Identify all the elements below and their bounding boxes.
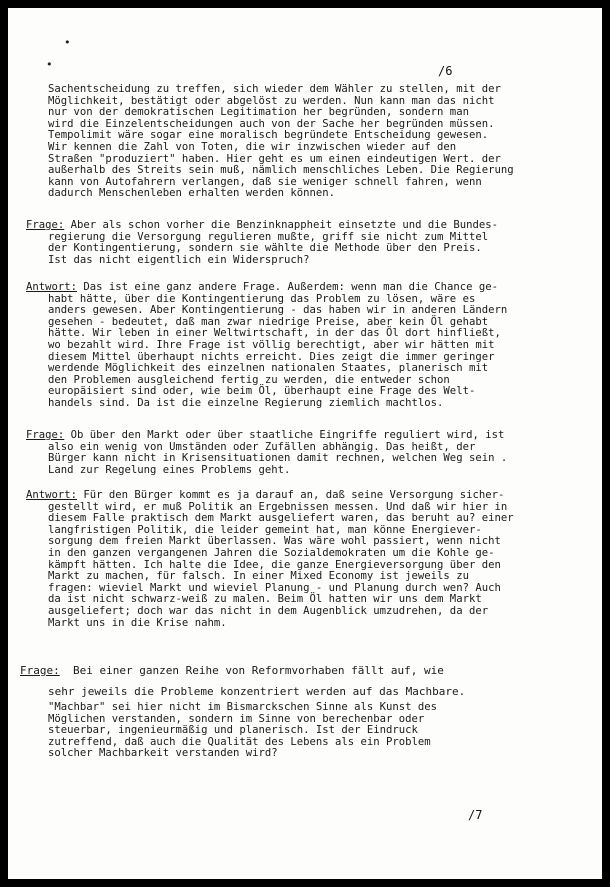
- text-line: Möglichen verstanden, sondern im Sinne von berechenbar oder: [48, 712, 425, 725]
- text-line: wo bezahlt wird. Ihre Frage ist völlig berechtigt, aber wir hätten mit: [48, 338, 495, 351]
- text-line: in den ganzen vergangenen Jahren die Sozialdemokraten um die Kohle ge-: [48, 546, 495, 559]
- text-line: diesem Mittel überhaupt nichts erreicht. Dies zeigt die immer geringer: [48, 350, 495, 363]
- text-line: habt hätte, über die Kontingentierung das Problem zu lösen, wäre es: [48, 292, 476, 305]
- text-line: sorgung dem freien Markt überlassen. Was wäre wohl passiert, wenn nicht: [48, 535, 501, 548]
- text-line: Bürger kann nicht in Krisensituationen damit rechnen, welchen Weg sein .: [48, 452, 508, 465]
- answer-label: Antwort:: [26, 281, 78, 293]
- text-line: Bei einer ganzen Reihe von Reformvorhaben fällt auf, wie: [59, 664, 444, 677]
- text-line: also ein wenig von Umständen oder Zufällen abhängig. Das heißt, der: [48, 440, 476, 453]
- text-line: Ob über den Markt oder über staatliche Eingriffe reguliert wird, ist: [64, 429, 505, 441]
- document-page: [8, 8, 602, 879]
- text-line: Sachentscheidung zu treffen, sich wieder dem Wähler zu stellen, mit der: [48, 83, 501, 95]
- text-line: anders gewesen. Aber Kontingentierung - das haben wir in anderen Ländern: [48, 304, 508, 317]
- question-block: [26, 430, 588, 476]
- text-line: gesehen - bedeutet, daß man zwar niedrige Preise, aber kein Öl gehabt: [48, 315, 489, 328]
- text-line: "Machbar" sei hier nicht im Bismarckschen Sinne als Kunst des: [48, 701, 438, 713]
- text-line: steuerbar, ingenieurmäßig und planerisch. Ist der Eindruck: [48, 724, 418, 737]
- text-line: da ist nicht schwarz-weiß zu malen. Beim Öl hatten wir uns dem Markt: [48, 593, 482, 606]
- page-number-top: /6: [438, 64, 453, 78]
- text-line: fragen: wieviel Markt und wieviel Planung - und Planung durch wen? Auch: [48, 581, 501, 594]
- answer-block: [26, 490, 588, 629]
- question-block: [20, 664, 590, 760]
- paragraph-continuation: [48, 84, 588, 200]
- text-line: sehr jeweils die Probleme konzentriert werden auf das Machbare.: [48, 685, 466, 698]
- text-line: nur von der demokratischen Legitimation her begründen, sondern man: [48, 106, 469, 119]
- text-line: Markt zu machen, für falsch. In einer Mixed Economy ist jeweils zu: [48, 570, 469, 583]
- text-line: der Kontingentierung, sondern sie wählte die Methode über den Preis.: [48, 242, 482, 255]
- punch-mark: •: [46, 58, 53, 71]
- text-line: Das ist eine ganz andere Frage. Außerdem: wenn man die Chance ge-: [77, 281, 498, 293]
- text-line: kann von Autofahrern verlangen, daß sie weniger schnell fahren, wenn: [48, 175, 482, 188]
- punch-mark: •: [64, 36, 71, 49]
- text-line: wird die Einzelentscheidungen auch von der Sache her begründen müssen.: [48, 117, 495, 130]
- text-line: Markt uns in die Krise nahm.: [48, 616, 227, 629]
- text-line: den Problemen ausgleichend fertig zu werden, die entweder schon: [48, 373, 450, 386]
- text-line: ausgeliefert; doch war das nicht in dem Augenblick umzudrehen, da der: [48, 604, 489, 617]
- text-line: europäisiert sind oder, wie beim Öl, überhaupt eine Frage des Welt-: [48, 385, 476, 398]
- text-line: gestellt wird, er muß Politik an Ergebnissen messen. Und daß wir hier in: [48, 500, 508, 513]
- question-label: Frage:: [20, 664, 60, 677]
- text-line: hätte. Wir leben in einer Weltwirtschaft, in der das Öl dort hinfließt,: [48, 327, 501, 340]
- text-line: Möglichkeit, bestätigt oder abgelöst zu werden. Nun kann man das nicht: [48, 94, 495, 107]
- text-line: regierung die Versorgung regulieren mußte, griff sie nicht zum Mittel: [48, 230, 489, 243]
- text-line: außerhalb des Streits sein muß, nämlich menschliches Leben. Die Regierung: [48, 164, 514, 177]
- question-block: [26, 220, 588, 266]
- text-line: Straßen "produziert" haben. Hier geht es um einen eindeutigen Wert. der: [48, 152, 501, 165]
- text-line: dadurch Menschenleben erhalten werden können.: [48, 187, 336, 200]
- text-line: Land zur Regelung eines Problems geht.: [48, 463, 291, 476]
- question-label: Frage:: [26, 219, 65, 231]
- text-line: solcher Machbarkeit verstanden wird?: [48, 747, 278, 760]
- text-line: diesem Falle praktisch dem Markt ausgeliefert waren, das beruht au? einer: [48, 512, 514, 525]
- text-line: kämpft hätten. Ich halte die Idee, die ganze Energieversorgung über den: [48, 558, 501, 571]
- text-line: zutreffend, daß auch die Qualität des Lebens als ein Problem: [48, 735, 431, 748]
- text-line: Tempolimit wäre sogar eine moralisch begründete Entscheidung gewesen.: [48, 129, 489, 142]
- text-line: werdende Möglichkeit des einzelnen nationalen Staates, planerisch mit: [48, 362, 489, 375]
- text-line: Aber als schon vorher die Benzinknappheit einsetzte und die Bundes-: [64, 219, 498, 231]
- text-line: Ist das nicht eigentlich ein Widerspruch?: [48, 253, 310, 266]
- answer-block: [26, 282, 588, 410]
- text-line: langfristigen Politik, die leider gemeint hat, man könne Energiever-: [48, 523, 482, 536]
- answer-label: Antwort:: [26, 489, 78, 501]
- text-line: Wir kennen die Zahl von Toten, die wir inzwischen wieder auf den: [48, 140, 457, 153]
- question-label: Frage:: [26, 429, 65, 441]
- text-line: Für den Bürger kommt es ja darauf an, daß seine Versorgung sicher-: [77, 489, 505, 501]
- text-line: handels sind. Da ist die einzelne Regierung ziemlich machtlos.: [48, 396, 444, 409]
- page-number-bottom: /7: [468, 808, 483, 822]
